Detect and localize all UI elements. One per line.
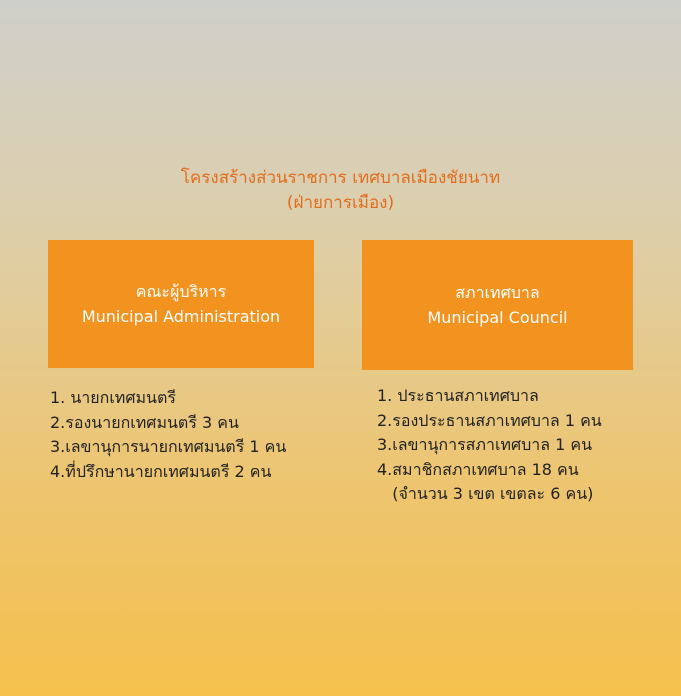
list-item: 2.รองนายกเทศมนตรี 3 คน	[50, 412, 239, 432]
list-item: 1. นายกเทศมนตรี	[50, 388, 176, 407]
title-line-2: (ฝ่ายการเมือง)	[286, 193, 395, 213]
council-members-list	[377, 384, 602, 507]
municipal-administration-box	[48, 240, 314, 368]
administration-members-list	[50, 386, 286, 484]
title-line-1: โครงสร้างส่วนราชการ เทศบาลเมืองชัยนาท	[180, 168, 501, 188]
administration-thai-label: คณะผู้บริหาร	[135, 282, 227, 301]
administration-english-label: Municipal Administration	[81, 307, 281, 326]
list-item: 4.สมาชิกสภาเทศบาล 18 คน	[377, 459, 579, 479]
list-item: (จำนวน 3 เขต เขตละ 6 คน)	[377, 484, 594, 503]
council-english-label: Municipal Council	[427, 308, 568, 327]
municipal-council-box	[362, 240, 633, 370]
list-item: 3.เลขานุการสภาเทศบาล 1 คน	[377, 435, 593, 454]
list-item: 1. ประธานสภาเทศบาล	[377, 386, 539, 405]
list-item: 2.รองประธานสภาเทศบาล 1 คน	[377, 410, 602, 430]
council-thai-label: สภาเทศบาล	[455, 283, 540, 302]
list-item: 4.ที่ปรึกษานายกเทศมนตรี 2 คน	[50, 461, 272, 481]
diagram-title	[0, 166, 681, 216]
list-item: 3.เลขานุการนายกเทศมนตรี 1 คน	[50, 437, 287, 456]
